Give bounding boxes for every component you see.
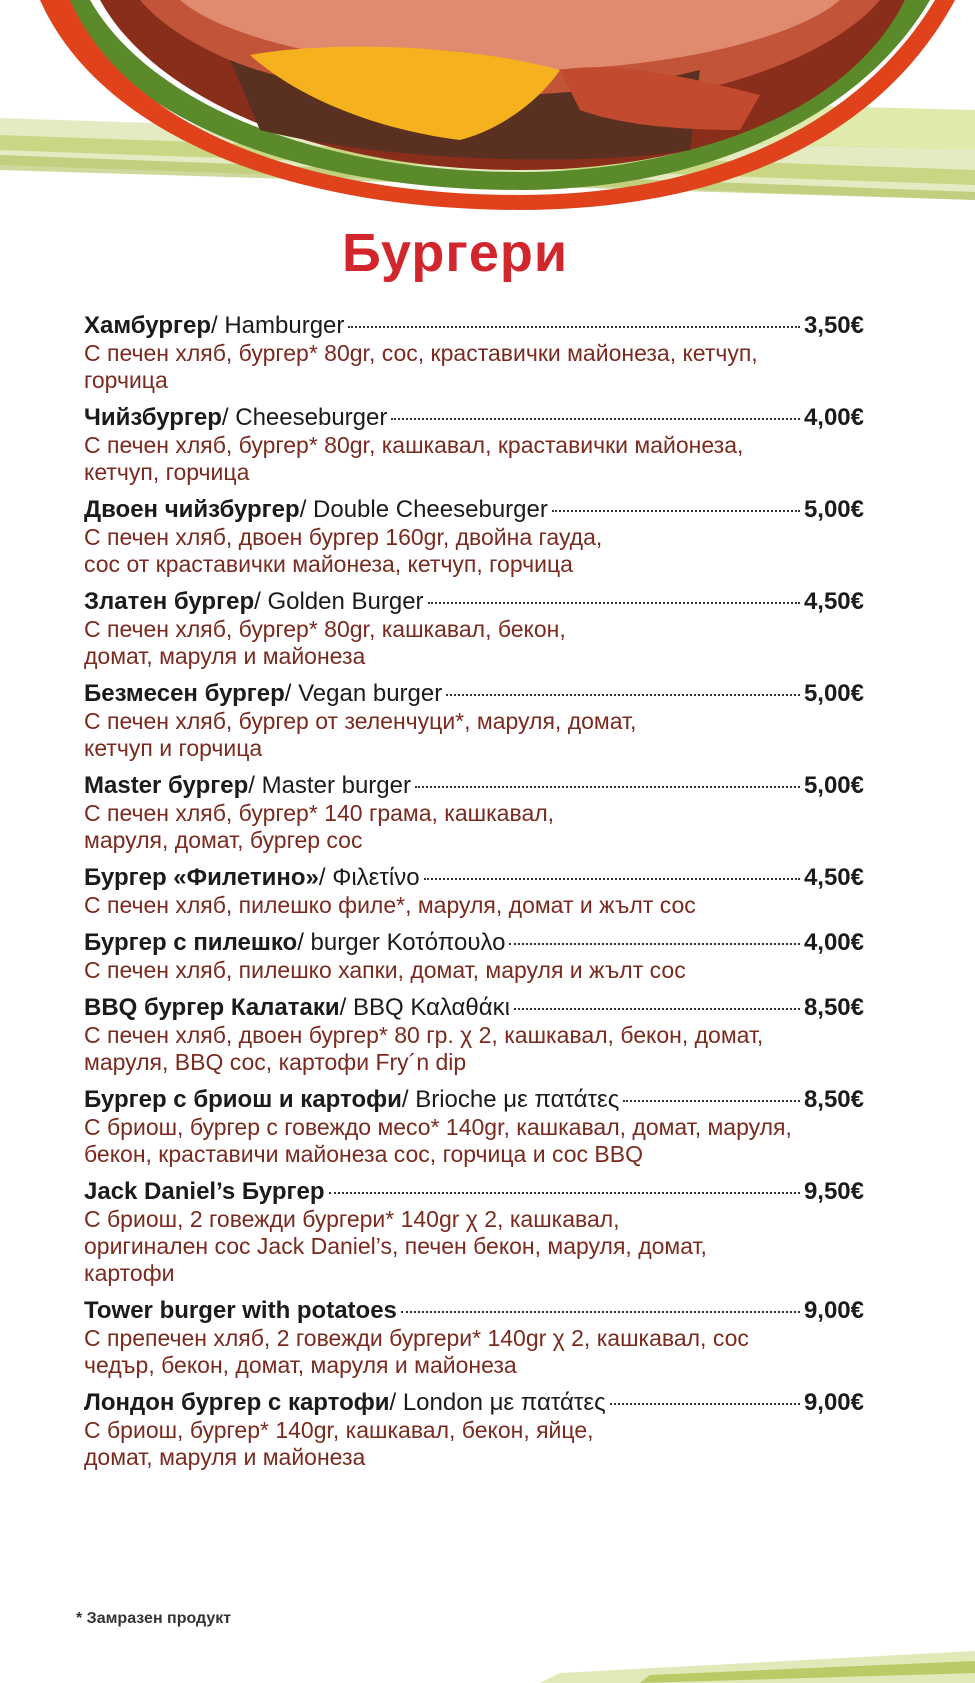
item-price: 9,00€ [803, 1297, 864, 1324]
item-name-alt: / Cheeseburger [221, 404, 388, 431]
item-price: 8,50€ [803, 994, 864, 1021]
menu-item [84, 772, 864, 854]
item-description: С печен хляб, бургер от зеленчуци*, маруля, домат, кетчуп и горчица [84, 708, 637, 761]
dot-leader [348, 326, 800, 328]
item-description: С печен хляб, пилешко филе*, маруля, домат и жълт сос [84, 892, 696, 918]
dot-leader [552, 510, 800, 512]
item-name: Безмесен бургер [84, 680, 285, 707]
menu-item [84, 1178, 864, 1287]
item-description: С печен хляб, бургер* 80gr, кашкавал, краставички майонеза, кетчуп, горчица [84, 432, 744, 485]
item-description: С печен хляб, пилешко хапки, домат, маруля и жълт сос [84, 957, 686, 983]
item-description: С препечен хляб, 2 говежди бургери* 140gr χ 2, кашкавал, сос чедър, бекон, домат, маруля и майонеза [84, 1325, 749, 1378]
menu-item [84, 994, 864, 1076]
item-name: Хамбургер [84, 312, 211, 339]
menu-item [84, 496, 864, 578]
item-name-alt: / burger Κοτόπουλο [297, 929, 506, 956]
item-name-alt: / Brioche με πατάτες [401, 1086, 620, 1113]
menu-item [84, 1389, 864, 1471]
item-name: BBQ бургер Калатаки [84, 994, 340, 1021]
menu-item [84, 680, 864, 762]
item-name-alt: / Hamburger [211, 312, 345, 339]
menu-item [84, 1086, 864, 1168]
item-description: С печен хляб, двоен бургер 160gr, двойна гауда, сос от краставички майонеза, кетчуп, горчица [84, 524, 603, 577]
dot-leader [415, 786, 800, 788]
item-description: С бриош, бургер с говеждо месо* 140gr, кашкавал, домат, маруля, бекон, краставичи майонеза сос, горчица и сос BBQ [84, 1114, 792, 1167]
menu-item [84, 1297, 864, 1379]
menu-item [84, 588, 864, 670]
item-name: Бургер «Филетино» [84, 864, 319, 891]
item-description: С бриош, бургер* 140gr, кашкавал, бекон, яйце, домат, маруля и майонеза [84, 1417, 594, 1470]
item-name-alt: / Master burger [248, 772, 411, 799]
item-name-alt: / Vegan burger [284, 680, 443, 707]
item-name: Чийзбургер [84, 404, 222, 431]
dot-leader [428, 602, 800, 604]
item-price: 4,50€ [803, 588, 864, 615]
item-name: Master бургер [84, 772, 249, 799]
item-price: 9,50€ [803, 1178, 864, 1205]
item-name: Tower burger with potatoes [84, 1297, 397, 1324]
item-name: Бургер с пилешко [84, 929, 298, 956]
item-description: С печен хляб, бургер* 80gr, кашкавал, бекон, домат, маруля и майонеза [84, 616, 566, 669]
item-description: С печен хляб, двоен бургер* 80 гр. χ 2, кашкавал, бекон, домат, маруля, BBQ сос, картофи Fry´n dip [84, 1022, 764, 1075]
dot-leader [514, 1008, 800, 1010]
item-name: Jack Daniel’s Бургер [84, 1178, 325, 1205]
item-description: С бриош, 2 говежди бургери* 140gr χ 2, кашкавал, оригинален сос Jack Daniel’s, печен бекон, маруля, домат, картофи [84, 1206, 707, 1286]
item-price: 4,00€ [803, 929, 864, 956]
menu-item [84, 864, 864, 919]
menu-item [84, 929, 864, 984]
item-name-alt: / Double Cheeseburger [299, 496, 548, 523]
dot-leader [610, 1403, 800, 1405]
dot-leader [424, 878, 800, 880]
item-description: С печен хляб, бургер* 140 грама, кашкавал, маруля, домат, бургер сос [84, 800, 555, 853]
dot-leader [329, 1192, 800, 1194]
item-price: 5,00€ [803, 680, 864, 707]
item-name-alt: / Φιλετίνο [318, 864, 420, 891]
item-name: Бургер с бриош и картофи [84, 1086, 402, 1113]
item-name-alt: / BBQ Καλαθάκι [339, 994, 510, 1021]
item-price: 9,00€ [803, 1389, 864, 1416]
item-price: 8,50€ [803, 1086, 864, 1113]
item-name: Двоен чийзбургер [84, 496, 300, 523]
item-price: 5,00€ [803, 496, 864, 523]
item-name: Златен бургер [84, 588, 255, 615]
item-name-alt: / London με πατάτες [389, 1389, 606, 1416]
item-name: Лондон бургер с картофи [84, 1389, 390, 1416]
dot-leader [391, 418, 800, 420]
item-price: 4,00€ [803, 404, 864, 431]
dot-leader [401, 1311, 800, 1313]
item-name-alt: / Golden Burger [254, 588, 424, 615]
dot-leader [446, 694, 800, 696]
menu-item [84, 312, 864, 394]
item-price: 4,50€ [803, 864, 864, 891]
dot-leader [509, 943, 799, 945]
item-price: 5,00€ [803, 772, 864, 799]
header-burger-image [0, 0, 975, 215]
footnote: * Замразен продукт [76, 1610, 232, 1627]
menu-list [84, 312, 864, 1481]
menu-item [84, 404, 864, 486]
page-title: Бургери [341, 223, 569, 283]
item-price: 3,50€ [803, 312, 864, 339]
item-description: С печен хляб, бургер* 80gr, сос, краставички майонеза, кетчуп, горчица [84, 340, 758, 393]
dot-leader [623, 1100, 800, 1102]
footer-decoration [0, 1643, 975, 1683]
